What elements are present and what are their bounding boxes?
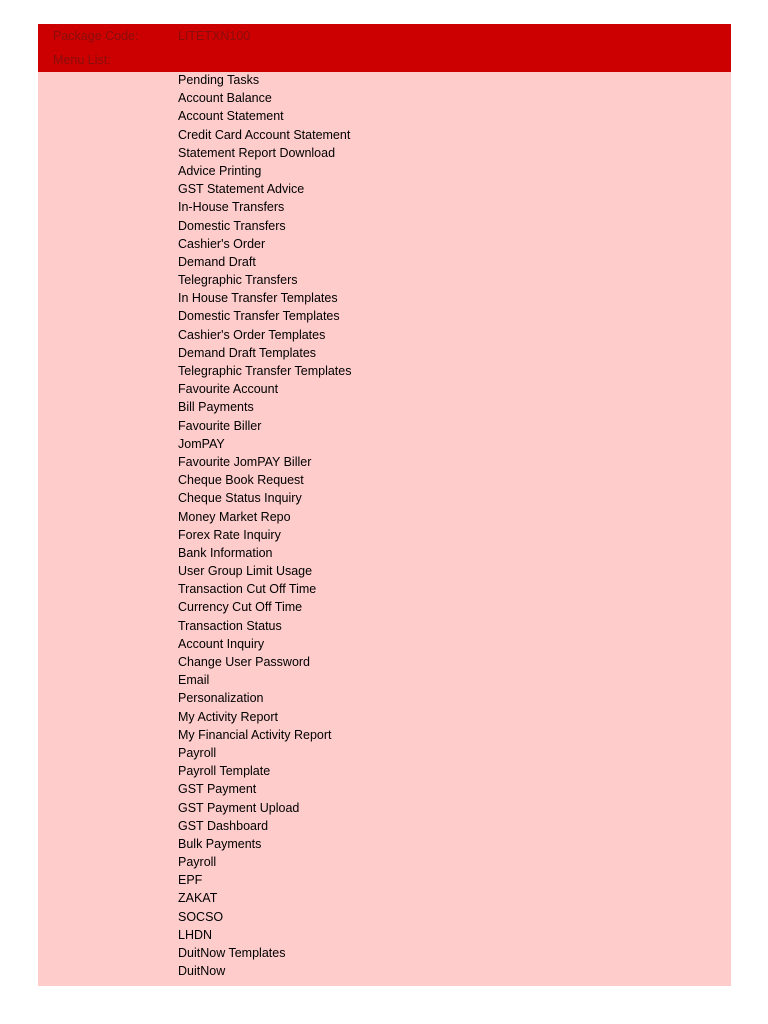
menu-list-item: Favourite JomPAY Biller: [178, 454, 312, 469]
menu-list-item: Personalization: [178, 691, 264, 706]
menu-list-item: Change User Password: [178, 655, 311, 669]
menu-list-item: Pending Tasks: [178, 73, 260, 87]
menu-list-item: Payroll Template: [178, 764, 271, 779]
menu-list-item: Advice Printing: [178, 163, 262, 178]
menu-list-item: GST Payment Upload: [178, 800, 300, 815]
menu-list-item: GST Payment: [178, 782, 257, 797]
menu-list-item: LHDN: [178, 927, 213, 942]
menu-list-item: Bulk Payments: [178, 836, 262, 851]
package-code-value: LITETXN100: [178, 29, 251, 43]
menu-list-item: Forex Rate Inquiry: [178, 527, 281, 542]
menu-list-item: Currency Cut Off Time: [178, 600, 303, 615]
menu-list-item: Cashier's Order Templates: [178, 327, 326, 342]
menu-list-item: Domestic Transfer Templates: [178, 309, 340, 324]
menu-list-item: DuitNow Templates: [178, 946, 286, 960]
menu-list-item: ZAKAT: [178, 891, 218, 906]
menu-list-item: In House Transfer Templates: [178, 291, 338, 306]
package-code-label: Package Code:: [53, 29, 139, 43]
menu-list-item: Telegraphic Transfer Templates: [178, 364, 352, 378]
menu-list-item: Favourite Biller: [178, 418, 262, 433]
menu-list-item: Demand Draft Templates: [178, 345, 317, 360]
menu-list-item: Favourite Account: [178, 382, 279, 397]
menu-list-item: In-House Transfers: [178, 200, 285, 215]
menu-list-item: Payroll: [178, 855, 217, 870]
menu-list-item: Transaction Status: [178, 618, 282, 633]
menu-list-item: Account Balance: [178, 91, 272, 106]
menu-list-item: Cheque Status Inquiry: [178, 491, 302, 506]
menu-list-item: Bank Information: [178, 545, 273, 560]
menu-list-item: User Group Limit Usage: [178, 564, 313, 579]
menu-list-item: Statement Report Download: [178, 145, 336, 160]
menu-list-item: Domestic Transfers: [178, 218, 286, 233]
menu-list-item: Cashier's Order: [178, 236, 266, 251]
menu-list-item: My Activity Report: [178, 709, 279, 724]
menu-list: [178, 71, 351, 980]
package-sheet: [38, 24, 731, 986]
menu-list-item: Payroll: [178, 745, 217, 760]
menu-list-item: Credit Card Account Statement: [178, 127, 351, 142]
package-header: [38, 24, 731, 72]
menu-list-item: EPF: [178, 873, 203, 888]
menu-list-item: My Financial Activity Report: [178, 727, 332, 742]
menu-list-item: Email: [178, 673, 210, 688]
menu-list-item: SOCSO: [178, 909, 224, 924]
menu-list-item: Demand Draft: [178, 254, 256, 269]
menu-list-item: Transaction Cut Off Time: [178, 582, 317, 597]
menu-list-item: GST Dashboard: [178, 818, 269, 833]
menu-list-item: Account Statement: [178, 109, 284, 124]
menu-list-item: Telegraphic Transfers: [178, 273, 298, 288]
menu-list-item: Cheque Book Request: [178, 473, 304, 488]
menu-list-item: DuitNow: [178, 964, 226, 979]
menu-list-item: GST Statement Advice: [178, 182, 305, 197]
menu-list-label: Menu List:: [53, 53, 111, 67]
menu-list-item: Money Market Repo: [178, 509, 291, 524]
menu-list-item: Account Inquiry: [178, 636, 265, 651]
menu-list-item: Bill Payments: [178, 400, 254, 415]
menu-list-item: JomPAY: [178, 436, 225, 451]
